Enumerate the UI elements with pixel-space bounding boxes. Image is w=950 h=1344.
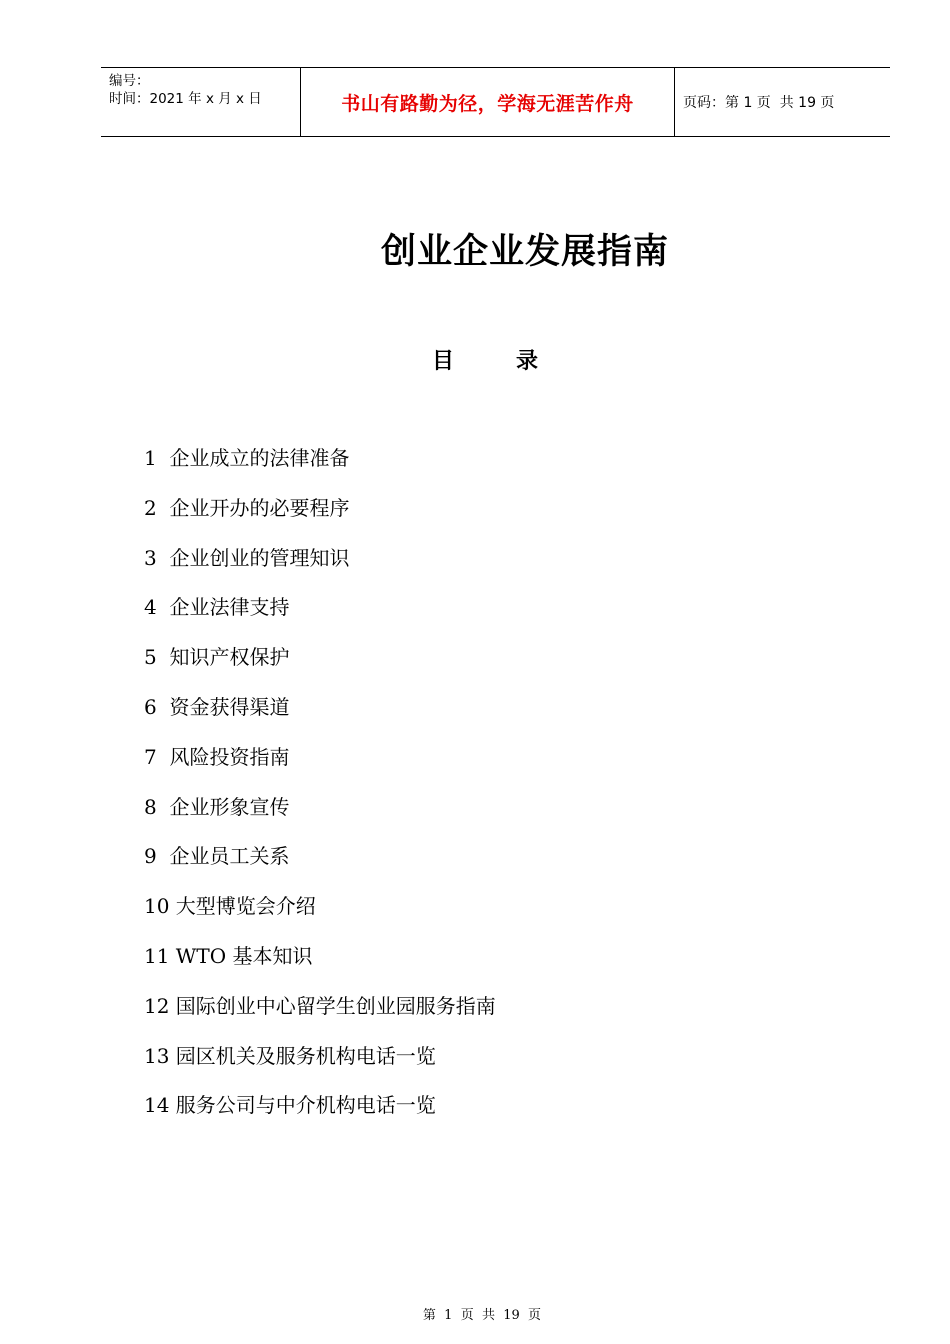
toc-heading-right: 录 [516, 349, 539, 374]
motto-text: 书山有路勤为径，学海无涯苦作舟 [341, 92, 634, 115]
toc-item: 4 企业法律支持 [144, 595, 290, 620]
toc-item: 1 企业成立的法律准备 [144, 446, 350, 470]
toc-item: 13 园区机关及服务机构电话一览 [144, 1043, 436, 1068]
header-page-cell [675, 68, 890, 136]
toc-item: 12 国际创业中心留学生创业园服务指南 [144, 993, 496, 1018]
toc-item: 8 企业形象宣传 [144, 794, 290, 819]
toc-item: 7 风险投资指南 [144, 744, 290, 769]
page-header [101, 67, 890, 137]
toc-item: 5 知识产权保护 [144, 645, 290, 670]
header-page-info: 页码：第 1 页 共 19 页 [683, 95, 835, 111]
toc-item: 9 企业员工关系 [144, 844, 290, 869]
time-label: 时间：2021 年 x 月 x 日 [109, 91, 262, 107]
number-label: 编号： [109, 73, 150, 89]
document-title: 创业企业发展指南 [380, 232, 669, 272]
toc-item: 14 服务公司与中介机构电话一览 [144, 1093, 436, 1118]
toc-item: 2 企业开办的必要程序 [144, 495, 350, 520]
toc-heading-left: 目 [431, 349, 454, 374]
toc-item: 6 资金获得渠道 [144, 694, 290, 719]
toc-heading [0, 344, 950, 375]
header-meta-cell [101, 68, 301, 136]
toc-item: 11 WTO 基本知识 [144, 943, 313, 968]
toc-item: 10 大型博览会介绍 [144, 894, 316, 919]
table-of-contents [144, 441, 496, 1138]
toc-item: 3 企业创业的管理知识 [144, 545, 350, 570]
page-footer: 第 1 页 共 19 页 [422, 1308, 542, 1323]
header-motto-cell [301, 68, 675, 136]
